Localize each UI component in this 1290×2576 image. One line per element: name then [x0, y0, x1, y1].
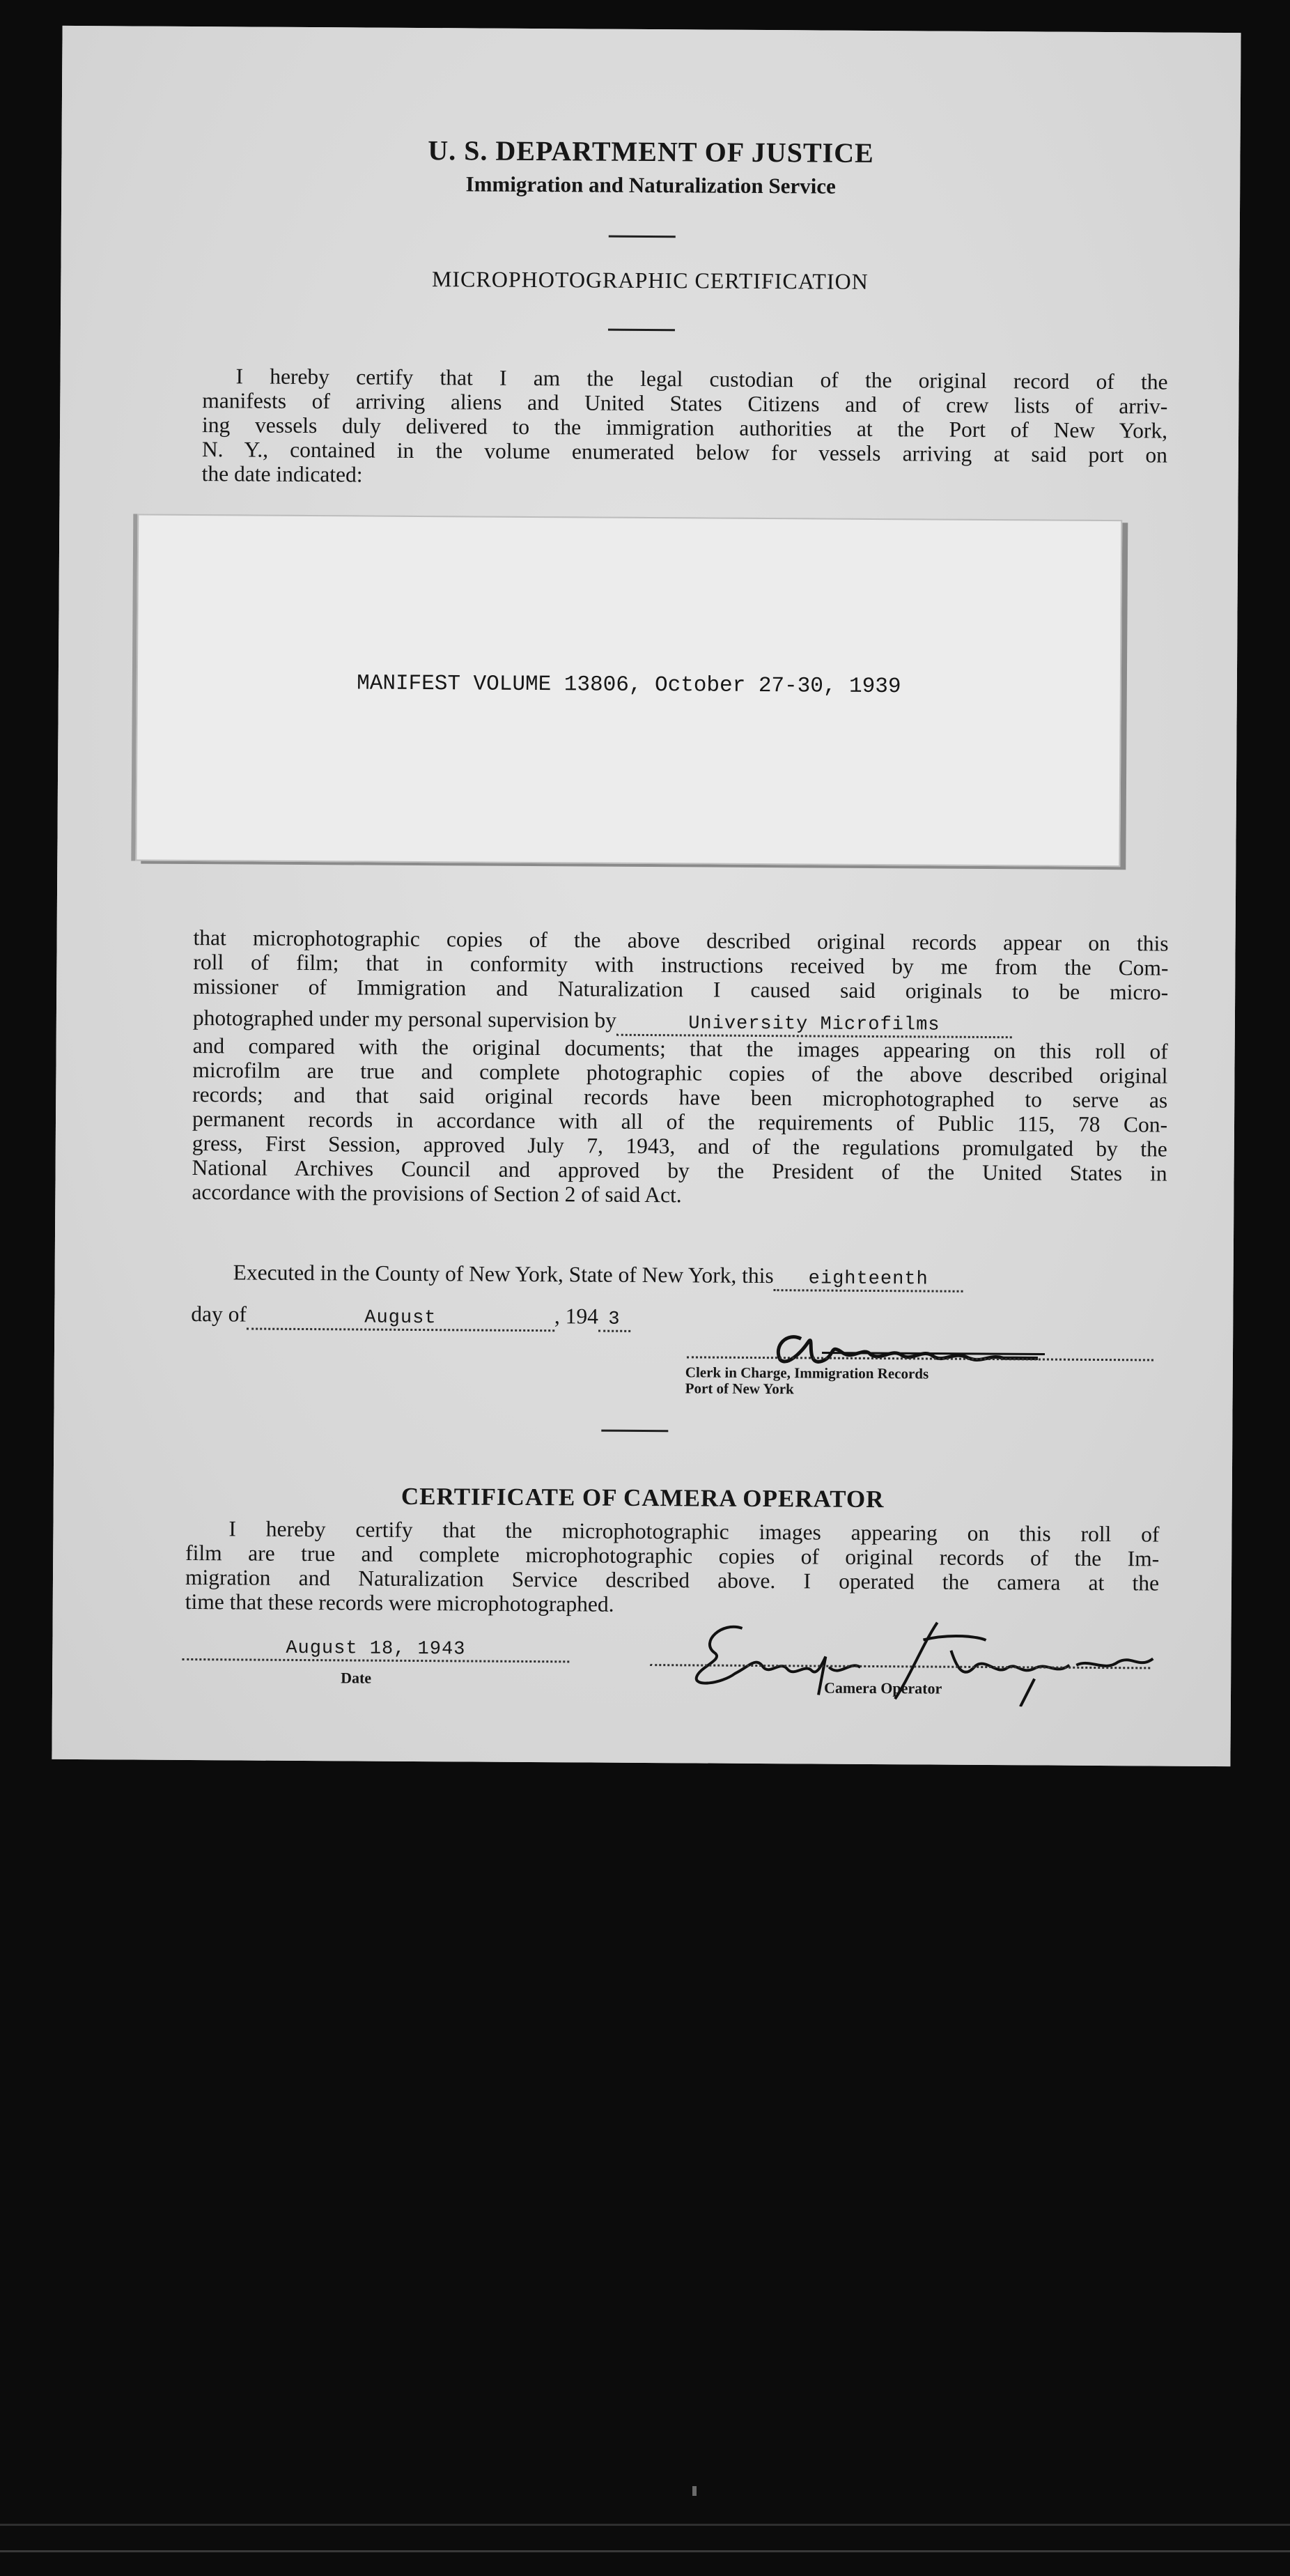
text-line: records; and that said original records have been microphotographed to serve as	[192, 1082, 1168, 1113]
text-line: and compared with the original documents; that the images appearing on this roll of	[192, 1033, 1168, 1064]
text-line: that microphotographic copies of the above described original records appear on this	[193, 925, 1169, 956]
text-line: manifests of arriving aliens and United States Citizens and of crew lists of arriv-	[202, 388, 1168, 419]
text-line: I hereby certify that I am the legal custodian of the original record of the	[235, 364, 1168, 394]
service-subheading: Immigration and Naturalization Service	[465, 171, 836, 199]
day-field: eighteenth	[774, 1268, 963, 1293]
body-paragraph	[192, 925, 1168, 1210]
camera-operator-label: Camera Operator	[823, 1679, 942, 1697]
text-line: gress, First Session, approved July 7, 1943, and of the regulations promulgated by the	[192, 1131, 1167, 1162]
clerk-title	[685, 1364, 929, 1398]
film-speck	[692, 2486, 697, 2496]
divider	[601, 1430, 668, 1433]
camera-certificate-title: CERTIFICATE OF CAMERA OPERATOR	[401, 1482, 885, 1513]
text-line: migration and Naturalization Service described above. I operated the camera at the	[185, 1564, 1160, 1596]
supervision-label: photographed under my personal supervision by	[192, 1005, 617, 1033]
text-line: N. Y., contained in the volume enumerated below for vessels arriving at said port on	[201, 437, 1167, 468]
executed-line	[233, 1260, 1167, 1293]
certification-title: MICROPHOTOGRAPHIC CERTIFICATION	[431, 266, 869, 294]
certificate-sheet	[52, 26, 1241, 1766]
executed-label: Executed in the County of New York, State of New York, this	[233, 1260, 774, 1288]
month-field: August	[247, 1307, 554, 1332]
divider	[609, 236, 676, 238]
date-line	[191, 1302, 818, 1333]
text-line: the date indicated:	[201, 461, 363, 487]
film-edge-line	[0, 2550, 1290, 2552]
text-line: time that these records were microphotographed.	[185, 1589, 614, 1617]
clerk-title-line: Port of New York	[685, 1380, 794, 1398]
clerk-title-line: Clerk in Charge, Immigration Records	[685, 1364, 929, 1382]
text-line: roll of film; that in conformity with instructions received by me from the Com-	[193, 950, 1169, 980]
year-label: , 194	[554, 1304, 599, 1329]
text-line: film are true and complete microphotographic copies of original records of the Im-	[185, 1540, 1160, 1571]
text-line: ing vessels duly delivered to the immigration authorities at the Port of New York,	[202, 412, 1168, 443]
day-of-label: day of	[191, 1302, 247, 1327]
text-line: microfilm are true and complete photographic copies of the above described original	[192, 1058, 1168, 1088]
film-edge-line	[0, 2524, 1290, 2526]
text-line: National Archives Council and approved by the President of the United States in	[192, 1155, 1167, 1186]
intro-paragraph	[202, 364, 1168, 491]
text-line: I hereby certify that the microphotographic images appearing on this roll of	[228, 1516, 1160, 1547]
manifest-volume: MANIFEST VOLUME 13806, October 27-30, 1939	[357, 671, 901, 700]
text-line: accordance with the provisions of Section 2 of said Act.	[192, 1180, 682, 1208]
text-line: missioner of Immigration and Naturalization I caused said originals to be micro-	[193, 974, 1169, 1005]
operator-date-field: August 18, 1943	[182, 1637, 569, 1663]
date-label: Date	[341, 1669, 372, 1687]
volume-slip	[135, 514, 1122, 867]
year-field: 3	[598, 1309, 630, 1332]
supervisor-field: University Microfilms	[616, 1013, 1012, 1038]
divider	[608, 329, 675, 332]
text-line: permanent records in accordance with all of the requirements of Public 115, 78 Con-	[192, 1106, 1168, 1137]
department-heading: U. S. DEPARTMENT OF JUSTICE	[428, 134, 874, 169]
